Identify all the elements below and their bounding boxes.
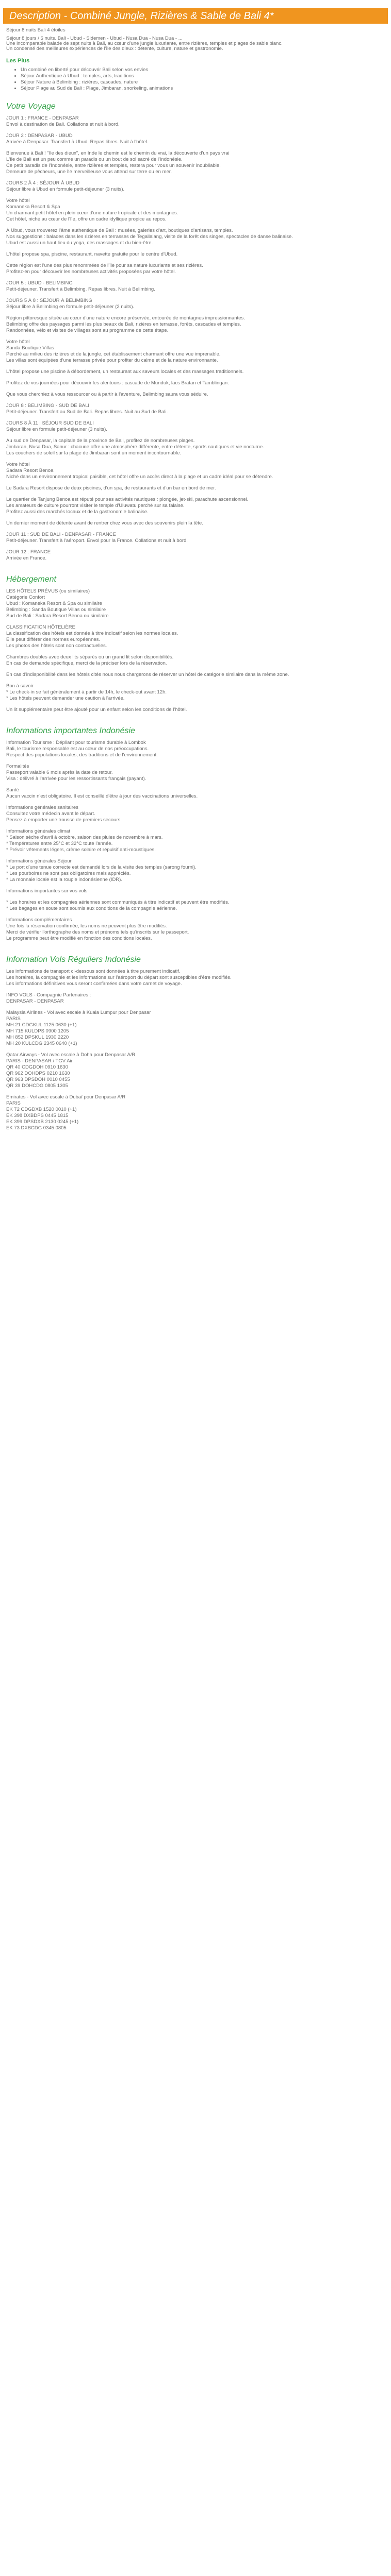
voyage-paragraph-line: Un charmant petit hôtel en plein cœur d'une nature tropicale et des montagnes. [6,210,178,216]
vols-paragraph-line: Les informations définitives vous seront confirmées dans votre carnet de voyage. [6,981,182,987]
voyage-paragraph-line: Ubud est aussi un haut lieu du yoga, des massages et du bien-être. [6,240,153,246]
hebergement-paragraph-line: Bon à savoir [6,683,34,689]
voyage-paragraph-line: L'île de Bali est un peu comme un paradis ou un bout de sol sacré de l'Indonésie. [6,157,183,162]
vols-paragraph-line: EK 72 CDGDXB 1520 0010 (+1) [6,1107,77,1112]
info-paragraph-line: * Les bagages en soute sont soumis aux conditions de la compagnie aérienne. [6,906,177,911]
hebergement-heading: Hébergement [6,575,56,584]
list-item: • Séjour Plage au Sud de Bali : Plage, Jimbaran, snorkeling, animations [21,86,385,92]
hebergement-paragraph-line: En cas d'indisponibilité dans les hôtels cités nous nous chargerons de réserver un hôtel de catégorie similaire dans la même zone. [6,672,289,677]
hebergement-paragraph-line: Les photos des hôtels sont non contractuelles. [6,643,107,649]
voyage-heading: Votre Voyage [6,102,56,111]
vols-paragraph-line: MH 715 KULDPS 0900 1205 [6,1028,69,1034]
points-heading: Les Plus [6,58,30,64]
list-item: • Séjour Nature à Belimbing : rizières, cascades, nature [21,79,385,86]
voyage-paragraph-line: JOURS 5 À 8 : SÉJOUR À BELIMBING [6,298,92,303]
vols-paragraph-line: MH 21 CDGKUL 1125 0630 (+1) [6,1022,77,1028]
hebergement-paragraph-line: Ubud : Komaneka Resort & Spa ou similaire [6,601,102,606]
vols-paragraph-line: INFO VOLS - Compagnie Partenaires : [6,992,91,998]
voyage-paragraph-line: JOUR 1 : FRANCE - DENPASAR [6,115,79,121]
voyage-paragraph-line: Envol à destination de Bali. Collations et nuit à bord. [6,122,120,127]
voyage-paragraph-line: Belimbing offre des paysages parmi les plus beaux de Bali, rizières en terrasse, forêts, cascades et temples. [6,321,241,327]
voyage-paragraph-line: Les villas sont équipées d'une terrasse privée pour profiter du calme et de la nature environnante. [6,358,218,363]
vols-paragraph-line: PARIS [6,1100,21,1106]
voyage-paragraph-line: Randonnées, vélo et visites de villages sont au programme de cette étape. [6,328,169,333]
voyage-paragraph-line: Que vous cherchiez à vous ressourcer ou à partir à l'aventure, Belimbing saura vous séduire. [6,392,208,397]
hebergement-body [6,588,385,718]
info-paragraph-line: Visa : délivré à l'arrivée pour les ressortissants français (payant). [6,776,146,782]
voyage-paragraph-line: Komaneka Resort & Spa [6,204,60,210]
points-list [6,67,385,92]
intro-line: Un condensé des meilleures expériences de l'île des dieux : détente, culture, nature et gastronomie. [6,46,223,52]
hebergement-paragraph-line: En cas de demande spécifique, merci de la préciser lors de la réservation. [6,660,167,666]
voyage-paragraph-line: Séjour libre à Belimbing en formule petit-déjeuner (2 nuits). [6,304,135,310]
voyage-paragraph-line: Nos suggestions : balades dans les rizières en terrasses de Tegallalang, visite de la forêt des singes, spectacles de danse balinaise. [6,234,293,240]
voyage-paragraph-line: Les amateurs de culture pourront visiter le temple d'Uluwatu perché sur sa falaise. [6,503,185,509]
voyage-paragraph-line: Votre hôtel [6,462,30,467]
voyage-paragraph-line: À Ubud, vous trouverez l'âme authentique de Bali : musées, galeries d'art, boutiques d'artisans, temples. [6,228,233,233]
voyage-paragraph-line: Ce petit paradis de l'Indonésie, entre rizières et temples, restera pour vous un souvenir inoubliable. [6,163,221,168]
vols-paragraph-line: QR 40 CDGDOH 0910 1630 [6,1064,68,1070]
voyage-paragraph-line: L'hôtel propose une piscine à débordement, un restaurant aux saveurs locales et des massages traditionnels. [6,369,244,375]
hebergement-paragraph-line: * Les hôtels peuvent demander une caution à l'arrivée. [6,696,125,701]
voyage-paragraph-line: Profitez aussi des marchés locaux et de la gastronomie balinaise. [6,509,149,515]
voyage-paragraph-line: Région pittoresque située au cœur d'une nature encore préservée, entourée de montagnes impressionnantes. [6,315,245,321]
voyage-paragraph-line: Votre hôtel [6,339,30,345]
voyage-paragraph-line: JOURS 8 À 11 : SÉJOUR SUD DE BALI [6,420,94,426]
vols-heading: Information Vols Réguliers Indonésie [6,955,141,964]
voyage-paragraph-line: Le Sadara Resort dispose de deux piscines, d'un spa, de restaurants et d'un bar en bord de mer. [6,485,216,491]
intro [0,28,391,1137]
voyage-paragraph-line: Sadara Resort Benoa [6,468,54,473]
voyage-paragraph-line: Séjour libre en formule petit-déjeuner (3 nuits). [6,427,107,432]
vols-paragraph-line: PARIS - DENPASAR / TGV Air [6,1058,73,1064]
vols-paragraph-line: MH 20 KULCDG 2345 0640 (+1) [6,1041,77,1046]
voyage-paragraph-line: Cette région est l'une des plus renommées de l'île pour sa nature luxuriante et ses rizières. [6,263,203,268]
vols-paragraph-line: QR 962 DOHDPS 0210 1630 [6,1071,70,1076]
page-title: Description - Combiné Jungle, Rizières & Sable de Bali 4* [3,8,388,24]
vols-paragraph-line: EK 398 DXBDPS 0445 1815 [6,1113,69,1118]
info-paragraph-line: Respect des populations locales, des traditions et de l'environnement. [6,752,158,758]
vols-paragraph-line: PARIS [6,1016,21,1022]
voyage-paragraph-line: Arrivée à Denpasar. Transfert à Ubud. Repas libres. Nuit à l'hôtel. [6,139,149,145]
info-paragraph-line: Aucun vaccin n'est obligatoire. Il est conseillé d'être à jour des vaccinations universelles. [6,793,198,799]
voyage-paragraph-line: Bienvenue à Bali ! "Ile des dieux", en Inde le chemin est le chemin du vrai, la découverte d'un pays vrai [6,150,230,156]
info-paragraph-line: Santé [6,787,19,793]
voyage-paragraph-line: JOUR 8 : BELIMBING - SUD DE BALI [6,403,90,409]
voyage-paragraph-line: Un dernier moment de détente avant de rentrer chez vous avec des souvenirs plein la tête. [6,520,203,526]
voyage-paragraph-line: Cet hôtel, niché au cœur de l'île, offre un cadre idyllique propice au repos. [6,216,167,222]
voyage-paragraph-line: Petit-déjeuner. Transfert à l'aéroport. Envol pour la France. Collations et nuit à bord. [6,538,188,544]
vols-paragraph-line: MH 852 DPSKUL 1930 2220 [6,1035,69,1040]
voyage-paragraph-line: Profitez de vos journées pour découvrir les alentours : cascade de Munduk, lacs Bratan et Tamblingan. [6,380,229,386]
info-paragraph-line: Merci de vérifier l'orthographe des noms et prénoms tels qu'inscrits sur le passeport. [6,929,189,935]
intro-line: Une incomparable balade de sept nuits à Bali, au cœur d'une jungle luxuriante, entre rizières, temples et plages de sable blanc. [6,41,283,46]
hebergement-paragraph-line: CLASSIFICATION HÔTELIÈRE [6,624,75,630]
voyage-paragraph-line: Niché dans un environnement tropical paisible, cet hôtel offre un accès direct à la plage et un cadre idéal pour se détendre. [6,474,273,480]
intro-line: Séjour 8 jours / 6 nuits. Bali - Ubud - Sidemen - Ubud - Nusa Dua - Nusa Dua - ... [6,36,183,41]
hebergement-paragraph-line: LES HÔTELS PRÉVUS (ou similaires) [6,588,90,594]
voyage-paragraph-line: JOUR 11 : SUD DE BALI - DENPASAR - FRANCE [6,532,116,537]
info-body [6,740,385,947]
info-paragraph-line: Informations générales sanitaires [6,805,78,810]
list-item: • Un combiné en liberté pour découvrir Bali selon vos envies [21,67,385,73]
voyage-paragraph-line: Séjour libre à Ubud en formule petit-déjeuner (3 nuits). [6,187,125,192]
hebergement-paragraph-line: Catégorie Confort [6,595,45,600]
info-paragraph-line: * Le port d'une tenue correcte est demandé lors de la visite des temples (sarong fourni). [6,865,197,870]
vols-paragraph-line: Les informations de transport ci-dessous sont données à titre purement indicatif. [6,969,181,974]
vols-paragraph-line: QR 963 DPSDOH 0010 0455 [6,1077,70,1082]
voyage-paragraph-line: JOUR 2 : DENPASAR - UBUD [6,133,73,139]
vols-paragraph-line: Malaysia Airlines - Vol avec escale à Kuala Lumpur pour Denpasar [6,1010,151,1015]
voyage-paragraph-line: JOURS 2 À 4 : SÉJOUR À UBUD [6,180,80,186]
voyage-paragraph-line: Petit-déjeuner. Transfert à Belimbing. Repas libres. Nuit à Belimbing. [6,286,155,292]
hebergement-paragraph-line: * Le check-in se fait généralement à partir de 14h, le check-out avant 12h. [6,689,167,695]
hebergement-paragraph-line: La classification des hôtels est donnée à titre indicatif selon les normes locales. [6,631,178,636]
vols-body [6,969,385,1137]
info-paragraph-line: * Prévoir vêtements légers, crème solaire et répulsif anti-moustiques. [6,847,156,853]
voyage-paragraph-line: Profitez-en pour découvrir les nombreuses activités proposées par votre hôtel. [6,269,176,275]
info-paragraph-line: * Les pourboires ne sont pas obligatoires mais appréciés. [6,871,131,876]
voyage-paragraph-line: JOUR 12 : FRANCE [6,549,51,555]
voyage-paragraph-line: Au sud de Denpasar, la capitale de la province de Bali, profitez de nombreuses plages. [6,438,195,444]
info-paragraph-line: Informations complémentaires [6,917,72,923]
voyage-paragraph-line: Arrivée en France. [6,555,47,561]
info-paragraph-line: Formalités [6,764,29,769]
vols-paragraph-line: Les horaires, la compagnie et les informations sur l'aéroport du départ sont susceptibles d'être modifiés. [6,975,232,980]
info-paragraph-line: Informations générales Séjour [6,858,72,864]
info-paragraph-line: Information Tourisme : Dépliant pour tourisme durable à Lombok [6,740,146,745]
voyage-paragraph-line: Demeure de pêcheurs, une île merveilleuse vous attend sur terre ou en mer. [6,169,172,175]
hebergement-paragraph-line: Elle peut différer des normes européennes. [6,637,101,642]
vols-paragraph-line: Emirates - Vol avec escale à Dubaï pour Denpasar A/R [6,1094,126,1100]
voyage-paragraph-line: Le quartier de Tanjung Benoa est réputé pour ses activités nautiques : plongée, jet-ski, parachute ascensionnel. [6,497,249,502]
info-paragraph-line: Consultez votre médecin avant le départ. [6,811,95,817]
vols-paragraph-line: QR 39 DOHCDG 0805 1305 [6,1083,68,1089]
voyage-body [6,115,385,567]
list-item: • Séjour Authentique à Ubud : temples, arts, traditions [21,73,385,79]
info-paragraph-line: Bali, le tourisme responsable est au cœur de nos préoccupations. [6,746,149,752]
voyage-paragraph-line: Jimbaran, Nusa Dua, Sanur : chacune offre une atmosphère différente, entre détente, sports nautiques et vie nocturne. [6,444,264,450]
voyage-paragraph-line: Perché au milieu des rizières et de la jungle, cet établissement charmant offre une vue imprenable. [6,351,221,357]
info-paragraph-line: * Températures entre 25°C et 32°C toute l'année. [6,841,113,846]
info-paragraph-line: Informations générales climat [6,828,71,834]
hebergement-paragraph-line: Un lit supplémentaire peut être ajouté pour un enfant selon les conditions de l'hôtel. [6,707,187,713]
voyage-paragraph-line: Petit-déjeuner. Transfert au Sud de Bali. Repas libres. Nuit au Sud de Bali. [6,409,168,415]
info-paragraph-line: Informations importantes sur vos vols [6,888,88,894]
info-paragraph-line: * Les horaires et les compagnies aériennes sont communiqués à titre indicatif et peuvent être modifiés. [6,900,230,905]
vols-paragraph-line: EK 399 DPSDXB 2130 0245 (+1) [6,1119,79,1125]
info-heading: Informations importantes Indonésie [6,726,135,735]
hebergement-paragraph-line: Chambres doubles avec deux lits séparés ou un grand lit selon disponibilités. [6,654,174,660]
info-paragraph-line: Pensez à emporter une trousse de premiers secours. [6,817,122,823]
hebergement-paragraph-line: Belimbing : Sanda Boutique Villas ou similaire [6,607,106,613]
intro-line: Séjour 8 nuits Bali 4 étoiles [6,27,66,33]
vols-paragraph-line: EK 73 DXBCDG 0345 0805 [6,1125,67,1131]
voyage-paragraph-line: Sanda Boutique Villas [6,345,54,351]
vols-paragraph-line: Qatar Airways - Vol avec escale à Doha pour Denpasar A/R [6,1052,136,1058]
voyage-paragraph-line: Votre hôtel [6,198,30,204]
info-paragraph-line: * Saison sèche d'avril à octobre, saison des pluies de novembre à mars. [6,835,163,840]
info-paragraph-line: * La monnaie locale est la roupie indonésienne (IDR). [6,877,122,883]
vols-paragraph-line: DENPASAR - DENPASAR [6,998,64,1004]
voyage-paragraph-line: L'hôtel propose spa, piscine, restaurant, navette gratuite pour le centre d'Ubud. [6,251,178,257]
voyage-paragraph-line: JOUR 5 : UBUD - BELIMBING [6,280,73,286]
voyage-paragraph-line: Les couchers de soleil sur la plage de Jimbaran sont un moment incontournable. [6,450,182,456]
info-paragraph-line: Passeport valable 6 mois après la date de retour. [6,770,113,775]
info-paragraph-line: Le programme peut être modifié en fonction des conditions locales. [6,936,152,941]
hebergement-paragraph-line: Sud de Bali : Sadara Resort Benoa ou similaire [6,613,109,619]
info-paragraph-line: Une fois la réservation confirmée, les noms ne peuvent plus être modifiés. [6,923,167,929]
